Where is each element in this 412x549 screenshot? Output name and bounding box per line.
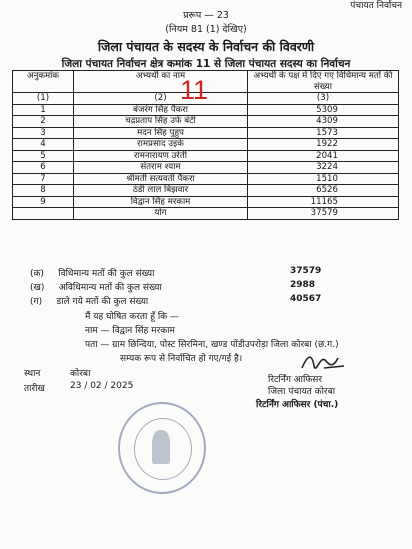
summary-line <box>30 266 154 279</box>
candidate-name: संतराम श्याम <box>74 162 248 174</box>
form-number: प्ररूप — 23 <box>183 10 229 21</box>
summary-tag: (ख) <box>30 283 45 293</box>
row-serial: 5 <box>13 150 74 162</box>
candidate-name: ठंडी लाल बिझवार <box>74 185 248 197</box>
candidate-name: रामनारायण उरेती <box>74 150 248 162</box>
header-votes: अभ्यर्थी के पक्ष में दिए गए विधिमान्य मतों की संख्या <box>248 71 399 93</box>
vote-count: 1922 <box>248 139 399 151</box>
summary-tag: (ग) <box>30 297 43 307</box>
row-serial: 7 <box>13 173 74 185</box>
candidate-name: बंजरंग सिंह पैंकरा <box>74 104 248 116</box>
summary-label: विधिमान्य मतों की कुल संख्या <box>58 269 155 279</box>
officer-signature-label: रिटर्निंग आफिसर <box>268 375 323 385</box>
vote-count: 2041 <box>248 150 399 162</box>
summary-value: 40567 <box>290 294 322 304</box>
date-value: 23 / 02 / 2025 <box>70 381 134 391</box>
total-row <box>13 208 399 220</box>
summary-value: 2988 <box>290 280 316 290</box>
header-top-right: पंचायत निर्वाचन <box>350 1 402 11</box>
summary-tag: (क) <box>30 269 44 279</box>
place-value: कोरबा <box>70 369 91 379</box>
officer-title: रिटर्निंग आफिसर (पंचा.) <box>256 400 339 410</box>
table-row <box>13 196 399 208</box>
row-serial: 9 <box>13 196 74 208</box>
document-subtitle: जिला पंचायत निर्वाचन क्षेत्र कमांक 11 से जिला पंचायत सदस्य का निर्वाचन <box>61 58 351 70</box>
summary-label: अविधिमान्य मतों की कुल संख्या <box>58 283 162 293</box>
vote-count: 5309 <box>248 104 399 116</box>
candidate-name: मदन सिंह पुहुप <box>74 127 248 139</box>
summary-value: 37579 <box>290 266 322 276</box>
officer-office: जिला पंचायत कोरबा <box>268 387 336 397</box>
candidate-name: रामप्रसाद उइके <box>74 139 248 151</box>
row-serial: 2 <box>13 116 74 128</box>
vote-count: 4309 <box>248 116 399 128</box>
row-serial: 6 <box>13 162 74 174</box>
document-title: जिला पंचायत के सदस्य के निर्वाचन की विवरणी <box>97 39 315 54</box>
summary-label: डाले गये मतों की कुल संख्या <box>56 297 149 307</box>
total-votes: 37579 <box>248 208 399 220</box>
index-label: (3) <box>248 93 399 105</box>
handwritten-mark: 11 <box>180 75 209 105</box>
table-row <box>13 150 399 162</box>
seal-emblem <box>152 430 170 464</box>
summary-line <box>30 294 148 307</box>
header-name: अभ्यर्थी का नाम <box>74 71 248 93</box>
row-serial: 1 <box>13 104 74 116</box>
vote-count: 3224 <box>248 162 399 174</box>
declaration-line: मैं यह घोषित करता हूँ कि — <box>85 312 179 322</box>
table-row <box>13 127 399 139</box>
declaration-closing: सम्यक रूप से निर्वाचित हो गए/गई है। <box>120 354 243 364</box>
official-seal <box>118 402 206 494</box>
rule-reference: (नियम 81 (1) देखिए) <box>165 24 247 35</box>
row-serial: 4 <box>13 139 74 151</box>
table-row <box>13 173 399 185</box>
place-label: स्थान <box>24 369 41 379</box>
vote-count: 1510 <box>248 173 399 185</box>
index-label: (2) <box>74 93 248 105</box>
table-row <box>13 139 399 151</box>
table-row <box>13 185 399 197</box>
vote-count: 1573 <box>248 127 399 139</box>
date-label: तारीख <box>24 384 45 394</box>
vote-count: 6526 <box>248 185 399 197</box>
header-serial: अनुकमांक <box>13 71 74 93</box>
row-serial: 8 <box>13 185 74 197</box>
candidate-name: चद्रप्रताप सिंह उर्फ बंटी <box>74 116 248 128</box>
vote-count: 11165 <box>248 196 399 208</box>
declaration-address: पता — ग्राम छिन्दिया, पोस्ट सिरमिना, खण्ड पोंडीउपरोड़ा जिला कोरबा (छ.ग.) <box>85 340 339 350</box>
table-row <box>13 116 399 128</box>
summary-line <box>30 280 162 293</box>
candidate-name: विद्वान सिंह मरकाम <box>74 196 248 208</box>
table-row <box>13 162 399 174</box>
row-serial: 3 <box>13 127 74 139</box>
index-label: (1) <box>13 93 74 105</box>
candidate-name: श्रीमती सत्यवती पैंकरा <box>74 173 248 185</box>
declaration-name: नाम — विद्वान सिंह मरकाम <box>85 326 175 336</box>
total-label: योग <box>74 208 248 220</box>
